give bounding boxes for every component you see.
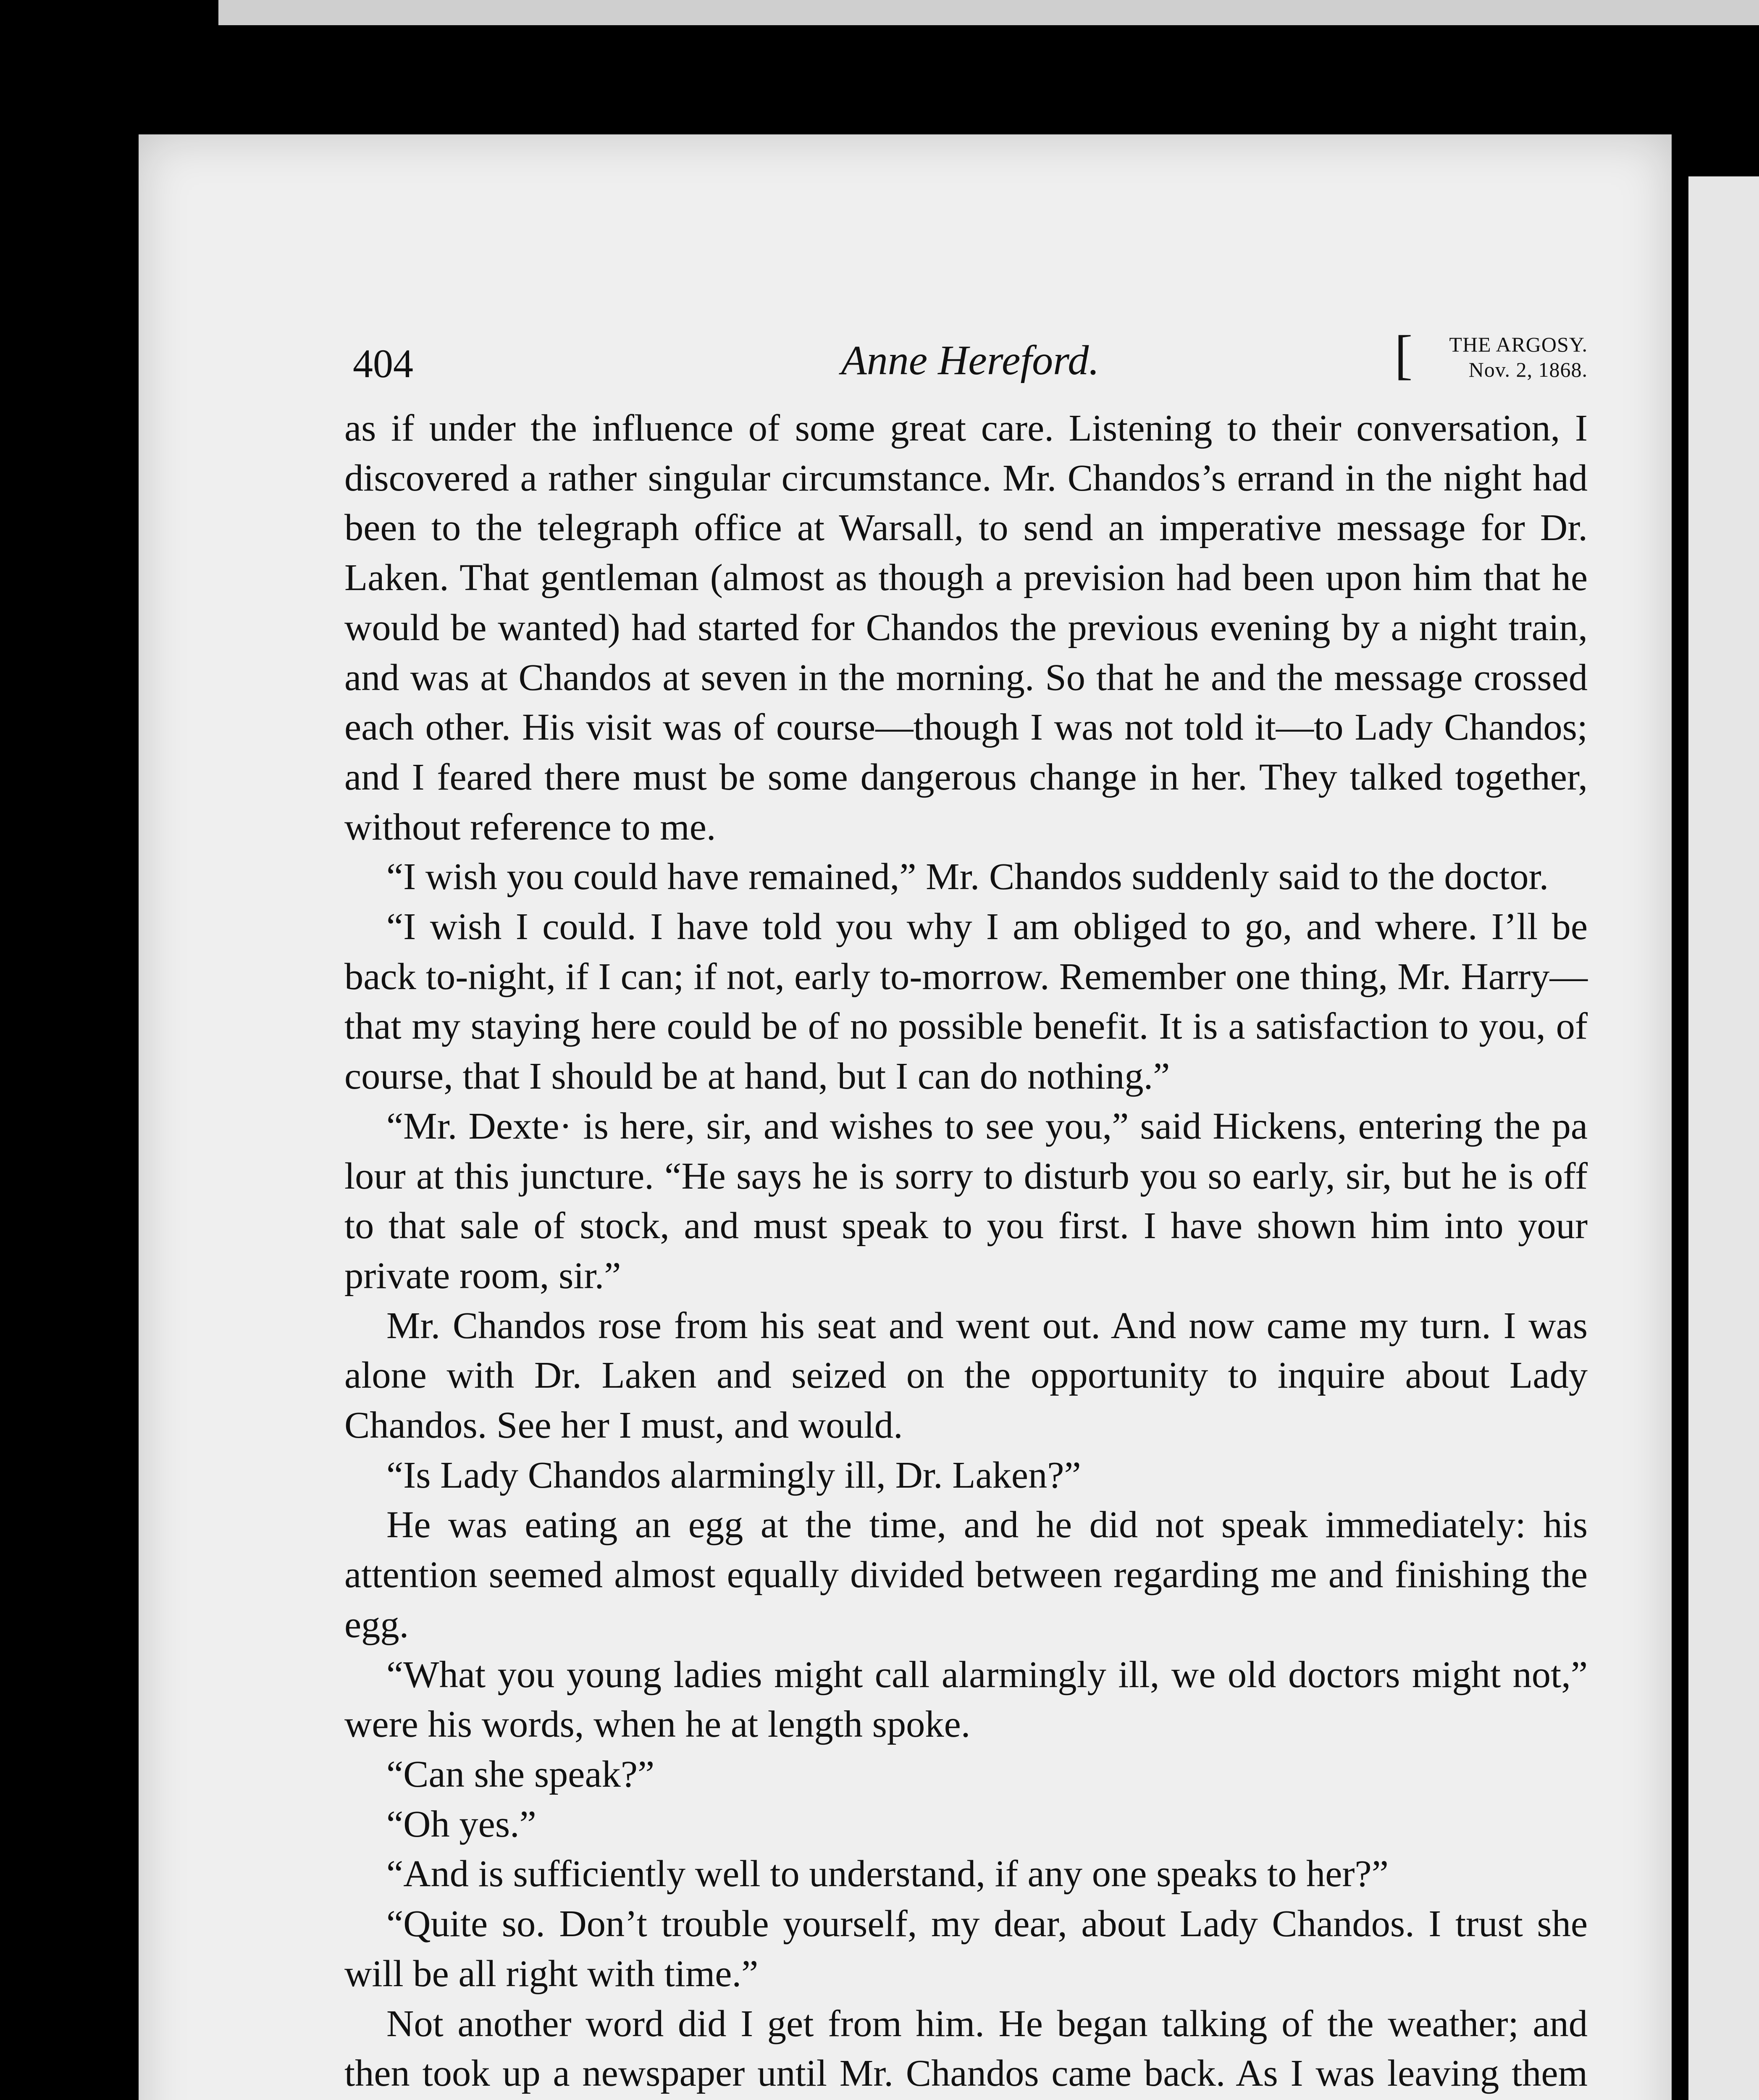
journal-reference xyxy=(1394,325,1588,385)
page-top-edge xyxy=(218,0,1759,25)
paragraph: “Quite so. Don’t trouble yourself, my dear, about Lady Chandos. I trust she will be all right with time.” xyxy=(344,1902,1588,1995)
running-title: Anne Hereford. xyxy=(841,337,1100,383)
adjacent-page-edge xyxy=(1688,176,1759,2100)
paragraph: “I wish you could have remained,” Mr. Chandos suddenly said to the doctor. xyxy=(386,855,1549,898)
paragraph: “Oh yes.” xyxy=(386,1802,536,1845)
page-number: 404 xyxy=(353,341,413,386)
paragraph: “Can she speak?” xyxy=(386,1752,655,1795)
paragraph: He was eating an egg at the time, and he did not speak immediately: his attention seemed almost equally divided between regarding me and finishing the egg. xyxy=(344,1503,1588,1646)
paragraph: “And is sufficiently well to understand, if any one speaks to her?” xyxy=(386,1852,1389,1895)
paragraph: “I wish I could. I have told you why I am obliged to go, and where. I’ll be back to-night, if I can; if not, early to-morrow. Remember one thing, Mr. Harry—that my staying here could be of no possible benefit. It is a satisfaction to you, of course, that I should be at hand, but I can do nothing.” xyxy=(344,905,1588,1097)
bracket-glyph: [ xyxy=(1394,325,1413,385)
journal-name: THE ARGOSY. xyxy=(1449,333,1588,356)
journal-date: Nov. 2, 1868. xyxy=(1468,358,1588,381)
body-text xyxy=(344,403,1588,2100)
page-header xyxy=(353,325,1588,391)
paragraph: as if under the influence of some great care. Listening to their conversation, I discovered a rather singular circumstance. Mr. Chandos’s errand in the night had been to the telegraph office at Warsall, to send an imperative message for Dr. Laken. That gentleman (almost as though a prevision had been upon him that he would be wanted) had started for Chandos the previous evening by a night train, and was at Chandos at seven in the morning. So that he and the message crossed each other. His visit was of course—though I was not told it—to Lady Chandos; and I feared there must be some dangerous change in her. They talked together, without reference to me. xyxy=(344,407,1588,848)
paragraph: Not another word did I get from him. He began talking of the weather; and then took up a newspaper until Mr. Chandos came back. As I was leaving them xyxy=(344,2002,1588,2095)
paragraph: “Is Lady Chandos alarmingly ill, Dr. Laken?” xyxy=(386,1453,1081,1496)
paragraph: “Mr. Dexte· is here, sir, and wishes to see you,” said Hickens, entering the pa lour at this juncture. “He says he is sorry to disturb you so early, sir, but he is off to that sale of stock, and must speak to you first. I have shown him into your private room, sir.” xyxy=(344,1104,1588,1297)
paragraph: “What you young ladies might call alarmingly ill, we old doctors might not,” were his words, when he at length spoke. xyxy=(344,1653,1588,1746)
paragraph: Mr. Chandos rose from his seat and went out. And now came my turn. I was alone with Dr. Laken and seized on the opportunity to inquire about Lady Chandos. See her I must, and would. xyxy=(344,1304,1588,1446)
